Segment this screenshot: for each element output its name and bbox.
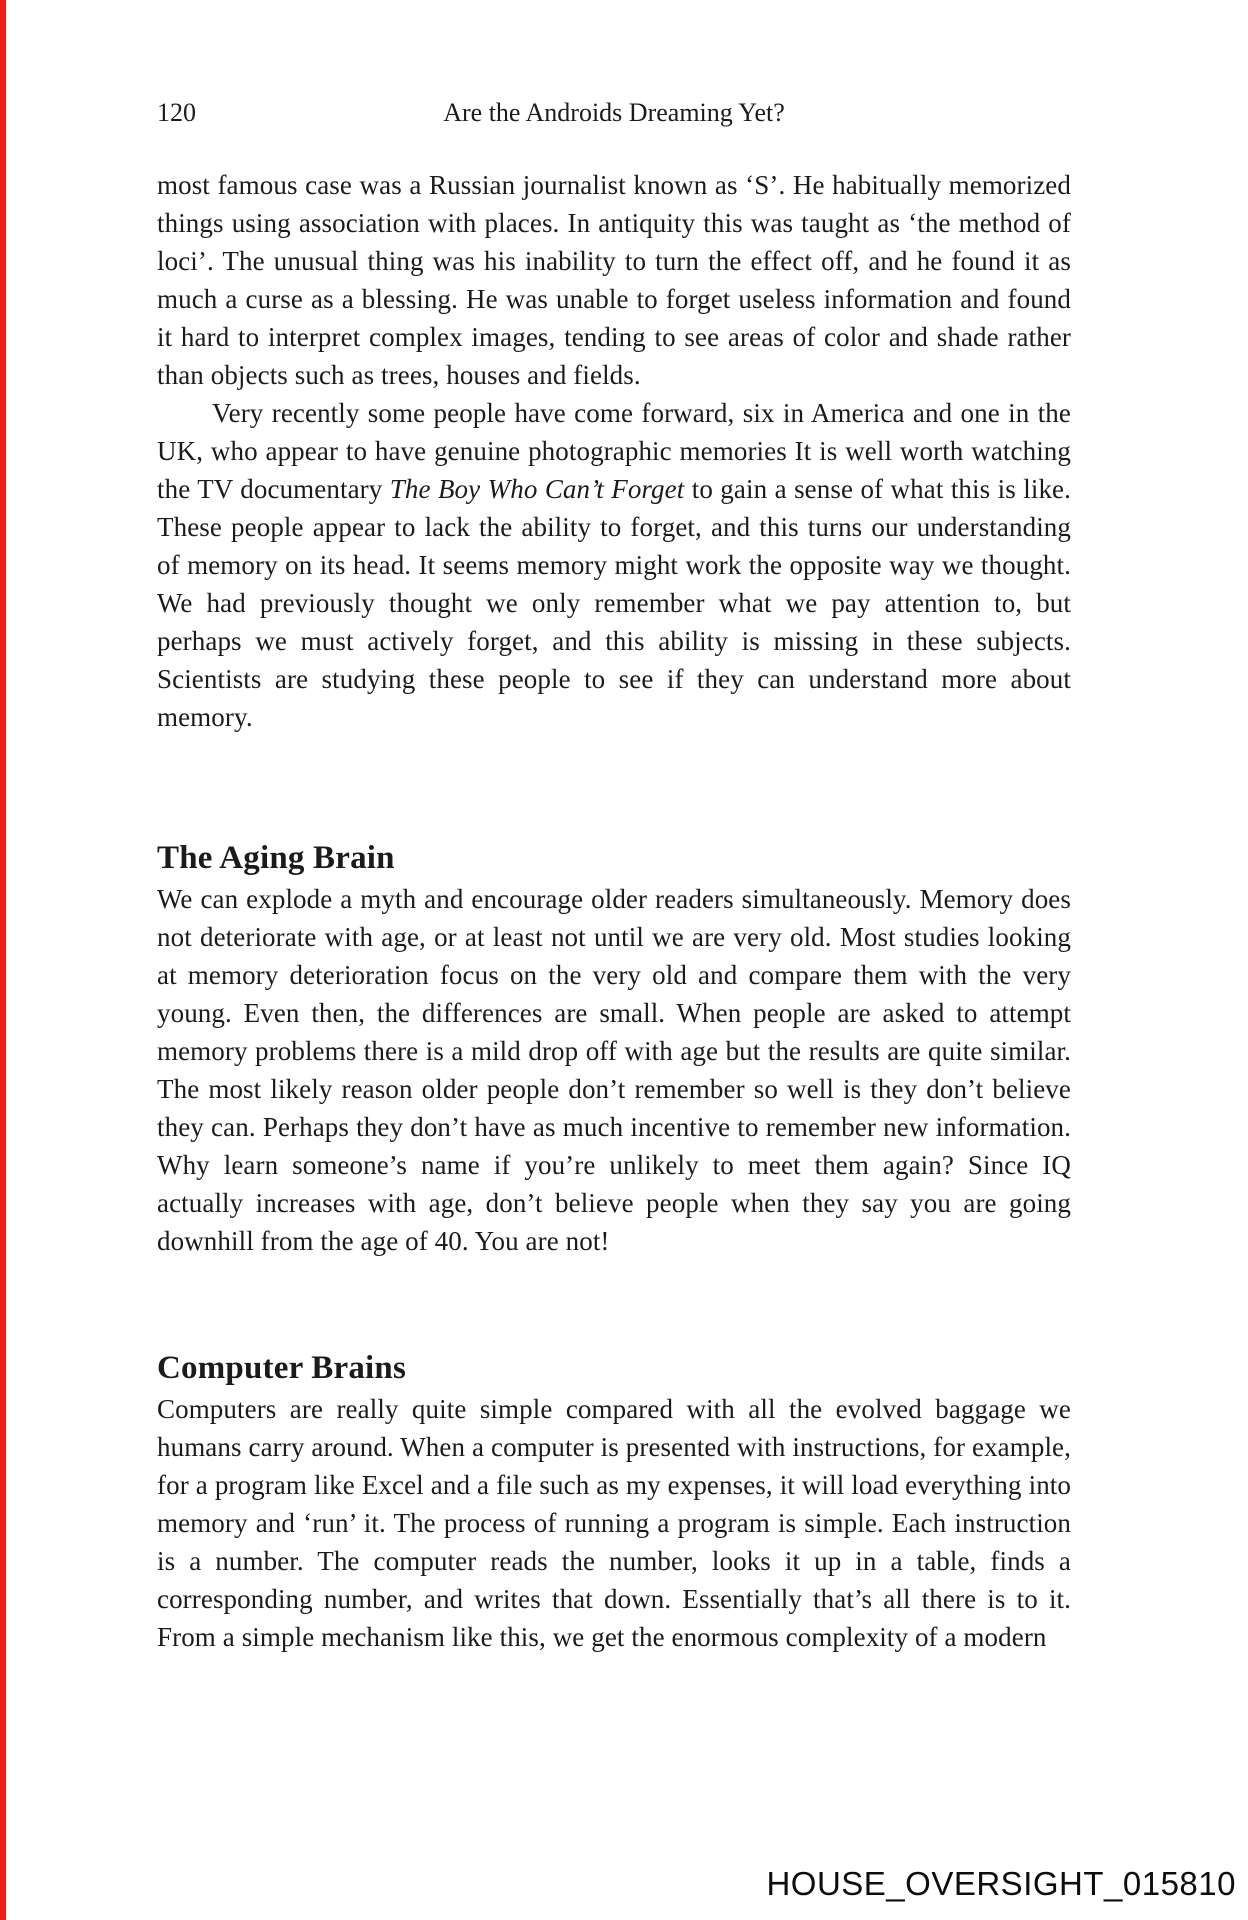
text-column xyxy=(157,166,1071,1656)
paragraph-photographic-memory-end: to gain a sense of what this is like. These people appear to lack the ability to forget, and this turns our understanding of memory on its head. It seems memory might work the opposite way we thought. We had previously thought we only remember what we pay attention to, but perhaps we must actively forget, and this ability is missing in these subjects. Scientists are studying these people to see if they can understand more about memory. xyxy=(157,474,1071,732)
section-heading-aging-brain: The Aging Brain xyxy=(157,840,395,876)
scan-edge-stripe xyxy=(0,0,6,1920)
documentary-title-italic: The Boy Who Can’t Forget xyxy=(389,474,685,504)
running-header xyxy=(157,96,1071,130)
running-title: Are the Androids Dreaming Yet? xyxy=(443,98,785,127)
section-heading-computer-brains: Computer Brains xyxy=(157,1350,406,1386)
paragraph-memory-case: most famous case was a Russian journalist known as ‘S’. He habitually memorized things using association with places. In antiquity this was taught as ‘the method of loci’. The unusual thing was his inability to turn the effect off, and he found it as much a curse as a blessing. He was unable to forget useless information and found it hard to interpret complex images, tending to see areas of color and shade rather than objects such as trees, houses and fields. xyxy=(157,170,1071,390)
bates-number-watermark: HOUSE_OVERSIGHT_015810 xyxy=(766,1865,1236,1902)
paragraph-photographic-memory xyxy=(157,394,1071,736)
paragraph-photographic-memory-start: Very recently some people have come forward, six in America and one in the UK, who appear to have genuine photographic memories It is well worth watching the TV documentary xyxy=(157,398,1071,504)
page-number: 120 xyxy=(157,98,196,127)
paragraph-aging-brain: We can explode a myth and encourage older readers simultaneously. Memory does not deteriorate with age, or at least not until we are very old. Most studies looking at memory deterioration focus on the very old and compare them with the very young. Even then, the differences are small. When people are asked to attempt memory problems there is a mild drop off with age but the results are quite similar. The most likely reason older people don’t remember so well is they don’t believe they can. Perhaps they don’t have as much incentive to remember new information. Why learn someone’s name if you’re unlikely to meet them again? Since IQ actually increases with age, don’t believe people when they say you are going downhill from the age of 40. You are not! xyxy=(157,884,1071,1256)
paragraph-computer-brains: Computers are really quite simple compared with all the evolved baggage we humans carry around. When a computer is presented with instructions, for example, for a program like Excel and a file such as my expenses, it will load everything into memory and ‘run’ it. The process of running a program is simple. Each instruction is a number. The computer reads the number, looks it up in a table, finds a corresponding number, and writes that down. Essentially that’s all there is to it. From a simple mechanism like this, we get the enormous complexity of a modern xyxy=(157,1394,1071,1652)
